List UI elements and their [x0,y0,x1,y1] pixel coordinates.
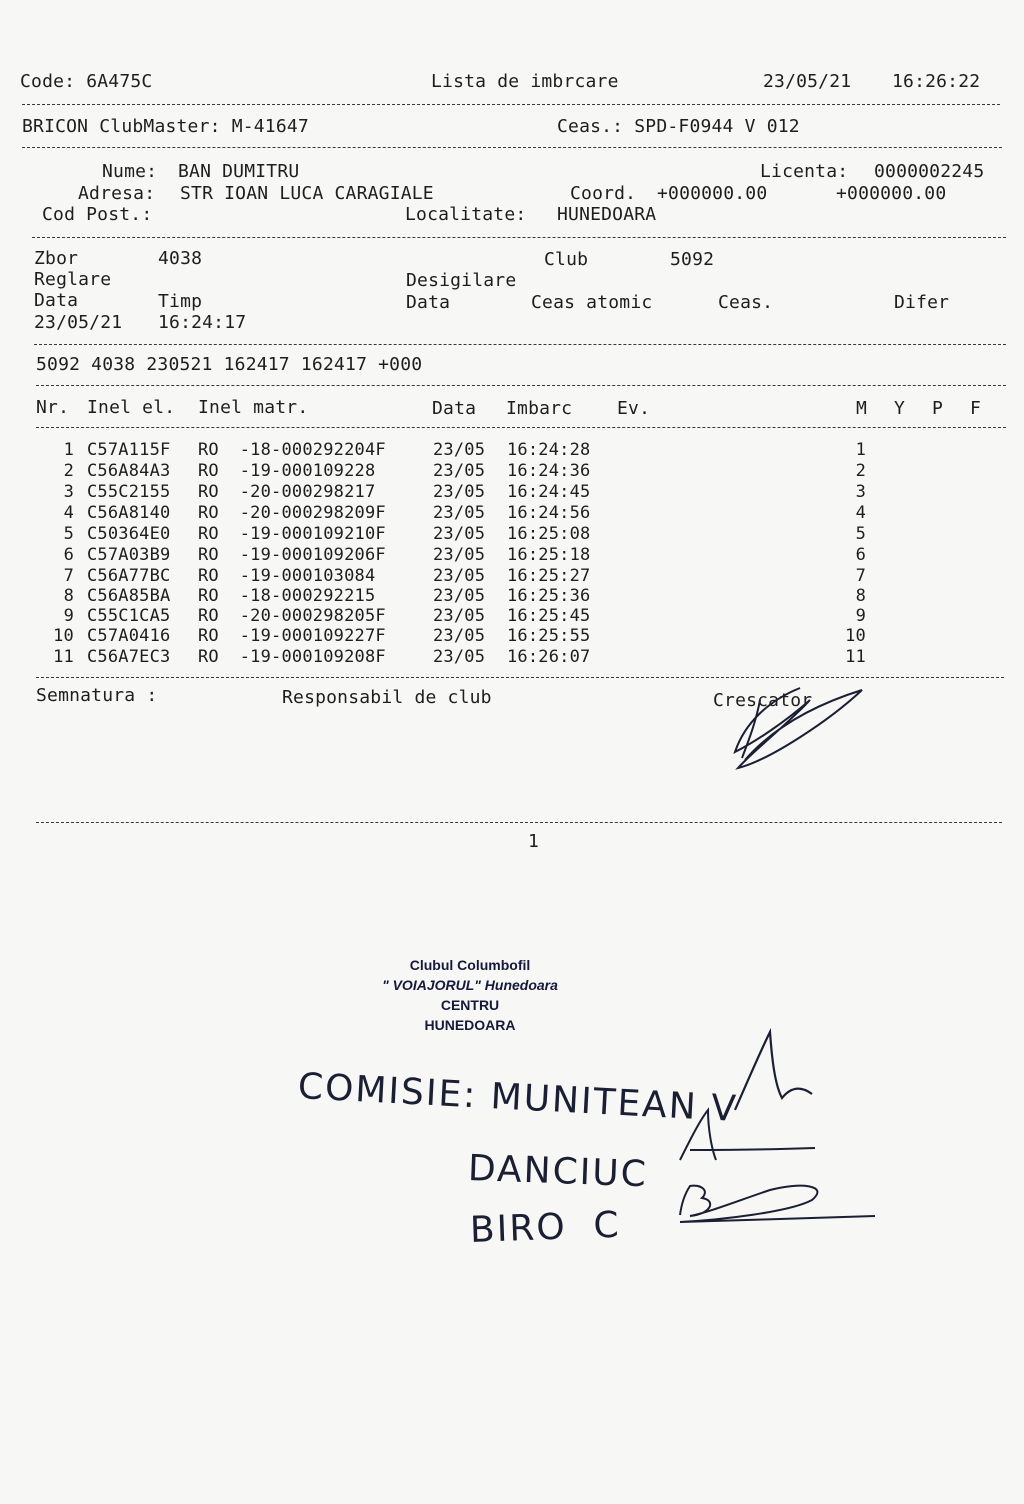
coord-label: Coord. [570,183,637,204]
row-time: 16:25:18 [507,545,591,565]
name-label: Nume: [102,161,158,182]
stamp-line: HUNEDOARA [424,1017,516,1033]
reglare-date: 23/05/21 [34,312,123,333]
row-inel-el: C55C1CA5 [87,606,171,626]
row-inel-el: C57A115F [87,440,171,460]
row-data: 23/05 [433,566,486,586]
row-inel-el: C56A8140 [87,503,171,523]
row-data: 23/05 [433,647,486,667]
row-inel-matr: RO -20-000298205F [198,606,386,626]
row-data: 23/05 [433,482,486,502]
row-time: 16:25:36 [507,586,591,606]
row-time: 16:25:55 [507,626,591,646]
reglare-label: Reglare [34,269,112,290]
row-inel-el: C56A77BC [87,566,171,586]
row-time: 16:25:08 [507,524,591,544]
col-f: F [970,398,982,419]
row-inel-el: C56A85BA [87,586,171,606]
row-nr: 6 [63,545,74,565]
row-data: 23/05 [433,461,486,481]
row-time: 16:24:45 [507,482,591,502]
row-data: 23/05 [433,586,486,606]
row-nr: 1 [63,440,74,460]
row-inel-matr: RO -19-000103084 [198,566,376,586]
row-data: 23/05 [433,626,486,646]
row-nr: 3 [63,482,74,502]
row-inel-matr: RO -19-000109228 [198,461,376,481]
stamp-line: Clubul Columbofil [409,957,531,973]
commission-handwriting: COMISIE: MUNITEAN V [296,1066,739,1131]
row-inel-matr: RO -18-000292204F [198,440,386,460]
data2-label: Data [406,292,451,313]
zbor-label: Zbor [34,248,79,269]
page-number: 1 [528,831,540,852]
row-inel-matr: RO -20-000298209F [198,503,386,523]
coord-latitude: +000000.00 [657,183,768,204]
row-nr: 11 [53,647,74,667]
postcode-label: Cod Post.: [42,204,153,225]
zbor-value: 4038 [158,248,203,269]
device-model: BRICON ClubMaster: M-41647 [22,116,309,137]
row-m: 3 [855,482,866,502]
commission-member: BIRO C [469,1204,622,1251]
row-m: 1 [855,440,866,460]
row-nr: 8 [63,586,74,606]
row-m: 5 [855,524,866,544]
row-m: 4 [855,503,866,523]
document-title: Lista de imbrcare [431,71,619,92]
row-inel-el: C56A84A3 [87,461,171,481]
license-number: 0000002245 [874,161,985,182]
row-time: 16:26:07 [507,647,591,667]
col-inel-matr: Inel matr. [198,397,309,418]
club-responsible-label: Responsabil de club [282,687,492,708]
row-inel-matr: RO -20-000298217 [198,482,376,502]
license-label: Licenta: [760,161,849,182]
row-inel-matr: RO -19-000109210F [198,524,386,544]
owner-address: STR IOAN LUCA CARAGIALE [180,183,434,204]
ceas-label: Ceas. [718,292,774,313]
row-nr: 9 [63,606,74,626]
row-inel-matr: RO -19-000109206F [198,545,386,565]
col-data: Data [432,398,477,419]
stamp-line: " VOIAJORUL" Hunedoara [382,977,558,993]
device-clock: Ceas.: SPD-F0944 V 012 [557,116,800,137]
code-label: Code: 6A475C [20,71,153,92]
signature-label: Semnatura : [36,685,158,706]
col-m: M [856,398,868,419]
row-nr: 2 [63,461,74,481]
row-time: 16:24:28 [507,440,591,460]
locality-value: HUNEDOARA [557,204,657,225]
row-nr: 10 [53,626,74,646]
col-ev: Ev. [617,398,651,419]
row-time: 16:25:27 [507,566,591,586]
col-nr: Nr. [36,397,70,418]
data-label: Data [34,290,79,311]
col-y: Y [894,398,906,419]
row-time: 16:25:45 [507,606,591,626]
stamp-line: CENTRU [440,997,500,1013]
row-m: 11 [845,647,866,667]
row-inel-el: C50364E0 [87,524,171,544]
col-inel-el: Inel el. [87,397,176,418]
row-time: 16:24:36 [507,461,591,481]
address-label: Adresa: [78,183,156,204]
print-date: 23/05/21 [763,71,852,92]
club-value: 5092 [670,249,715,270]
club-label: Club [544,249,589,270]
row-m: 7 [855,566,866,586]
breeder-label: Crescator [713,690,813,711]
difer-label: Difer [894,292,950,313]
row-inel-el: C55C2155 [87,482,171,502]
row-data: 23/05 [433,545,486,565]
row-m: 9 [855,606,866,626]
row-m: 10 [845,626,866,646]
row-m: 2 [855,461,866,481]
print-time: 16:26:22 [892,71,981,92]
row-nr: 7 [63,566,74,586]
row-data: 23/05 [433,606,486,626]
row-inel-matr: RO -18-000292215 [198,586,376,606]
row-m: 6 [855,545,866,565]
row-nr: 5 [63,524,74,544]
row-data: 23/05 [433,503,486,523]
row-inel-matr: RO -19-000109227F [198,626,386,646]
reglare-time: 16:24:17 [158,312,247,333]
row-inel-el: C57A03B9 [87,545,171,565]
desigilare-label: Desigilare [406,270,517,291]
row-inel-el: C57A0416 [87,626,171,646]
summary-line: 5092 4038 230521 162417 162417 +000 [36,354,423,375]
timp-label: Timp [158,291,203,312]
locality-label: Localitate: [405,204,527,225]
row-data: 23/05 [433,524,486,544]
row-data: 23/05 [433,440,486,460]
col-p: P [932,398,944,419]
owner-name: BAN DUMITRU [178,161,300,182]
coord-longitude: +000000.00 [836,183,947,204]
commission-member: DANCIUC [467,1148,649,1196]
col-imbarc: Imbarc [506,398,573,419]
row-time: 16:24:56 [507,503,591,523]
row-inel-el: C56A7EC3 [87,647,171,667]
row-nr: 4 [63,503,74,523]
row-inel-matr: RO -19-000109208F [198,647,386,667]
ceas-atomic-label: Ceas atomic [531,292,653,313]
row-m: 8 [855,586,866,606]
